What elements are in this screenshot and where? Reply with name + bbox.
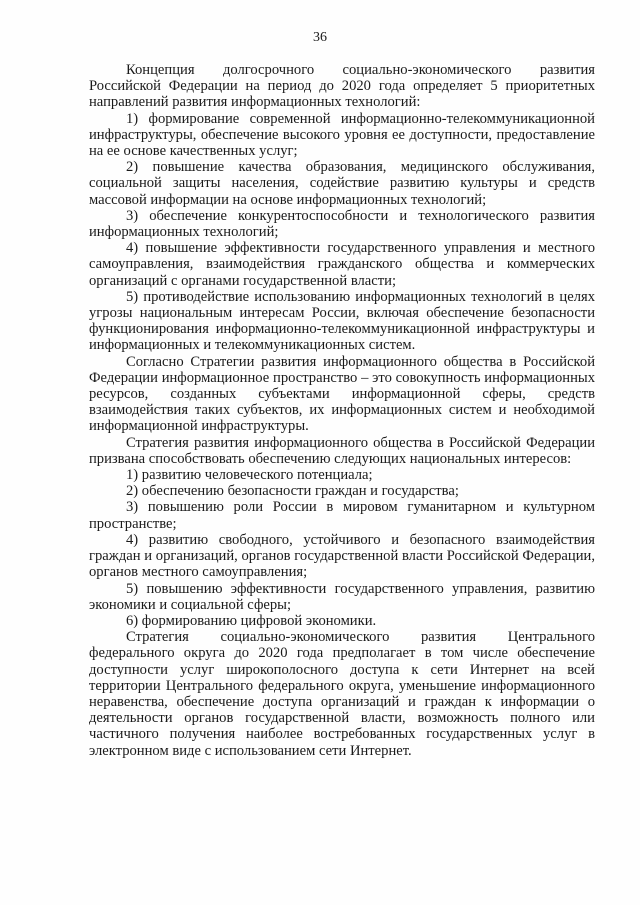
paragraph-interest-3: 3) повышению роли России в мировом гуманитарном и культурном пространстве; [89,499,595,532]
paragraph-interest-4: 4) развитию свободного, устойчивого и безопасного взаимодействия граждан и организаций, органов государственной власти Российской Федерации, органов местного самоуправления; [89,531,595,581]
paragraph-interest-5: 5) повышению эффективности государственного управления, развитию экономики и социальной сферы; [89,580,595,613]
document-body [89,62,595,759]
paragraph-strategy-interests: Стратегия развития информационного общества в Российской Федерации призвана способствовать обеспечению следующих национальных интересов: [89,434,595,467]
paragraph-concept-intro: Концепция долгосрочного социально-экономического развития Российской Федерации на период до 2020 года определяет 5 приоритетных направлений развития информационных технологий: [89,62,595,111]
paragraph-direction-3: 3) обеспечение конкурентоспособности и технологического развития информационных технологий; [89,207,595,241]
page-number: 36 [313,30,327,45]
paragraph-direction-1: 1) формирование современной информационно-телекоммуникационной инфраструктуры, обеспечение высокого уровня ее доступности, предоставление на ее основе качественных услуг; [89,110,595,160]
paragraph-interest-6: 6) формированию цифровой экономики. [126,612,377,629]
paragraph-information-space: Согласно Стратегии развития информационного общества в Российской Федерации информационное пространство – это совокупность информационных ресурсов, созданных субъектами информационной сферы, средств взаимодействия таких субъектов, их информационных систем и необходимой информационной инфраструктуры. [89,353,595,435]
paragraph-direction-5: 5) противодействие использованию информационных технологий в целях угрозы национальным интересам России, включая обеспечение безопасности функционирования информационно-телекоммуникационной инфраструктуры и информационных и телекоммуникационных систем. [89,288,595,354]
paragraph-interest-2: 2) обеспечению безопасности граждан и государства; [126,483,459,500]
paragraph-interest-1: 1) развитию человеческого потенциала; [126,467,373,484]
paragraph-central-district-strategy: Стратегия социально-экономического развития Центрального федерального округа до 2020 года предполагает в том числе обеспечение доступности услуг широкополосного доступа к сети Интернет на всей территории Центрального федерального округа, уменьшение информационного неравенства, обеспечение доступа организаций и граждан к информации о деятельности органов государственной власти, возможность полного или частичного получения наиболее востребованных государственных услуг в электронном виде с использованием сети Интернет. [89,629,595,759]
paragraph-direction-2: 2) повышение качества образования, медицинского обслуживания, социальной защиты населения, содействие развитию культуры и средств массовой информации на основе информационных технологий; [89,159,595,208]
paragraph-direction-4: 4) повышение эффективности государственного управления и местного самоуправления, взаимодействия гражданского общества и коммерческих организаций с органами государственной власти; [89,240,595,289]
